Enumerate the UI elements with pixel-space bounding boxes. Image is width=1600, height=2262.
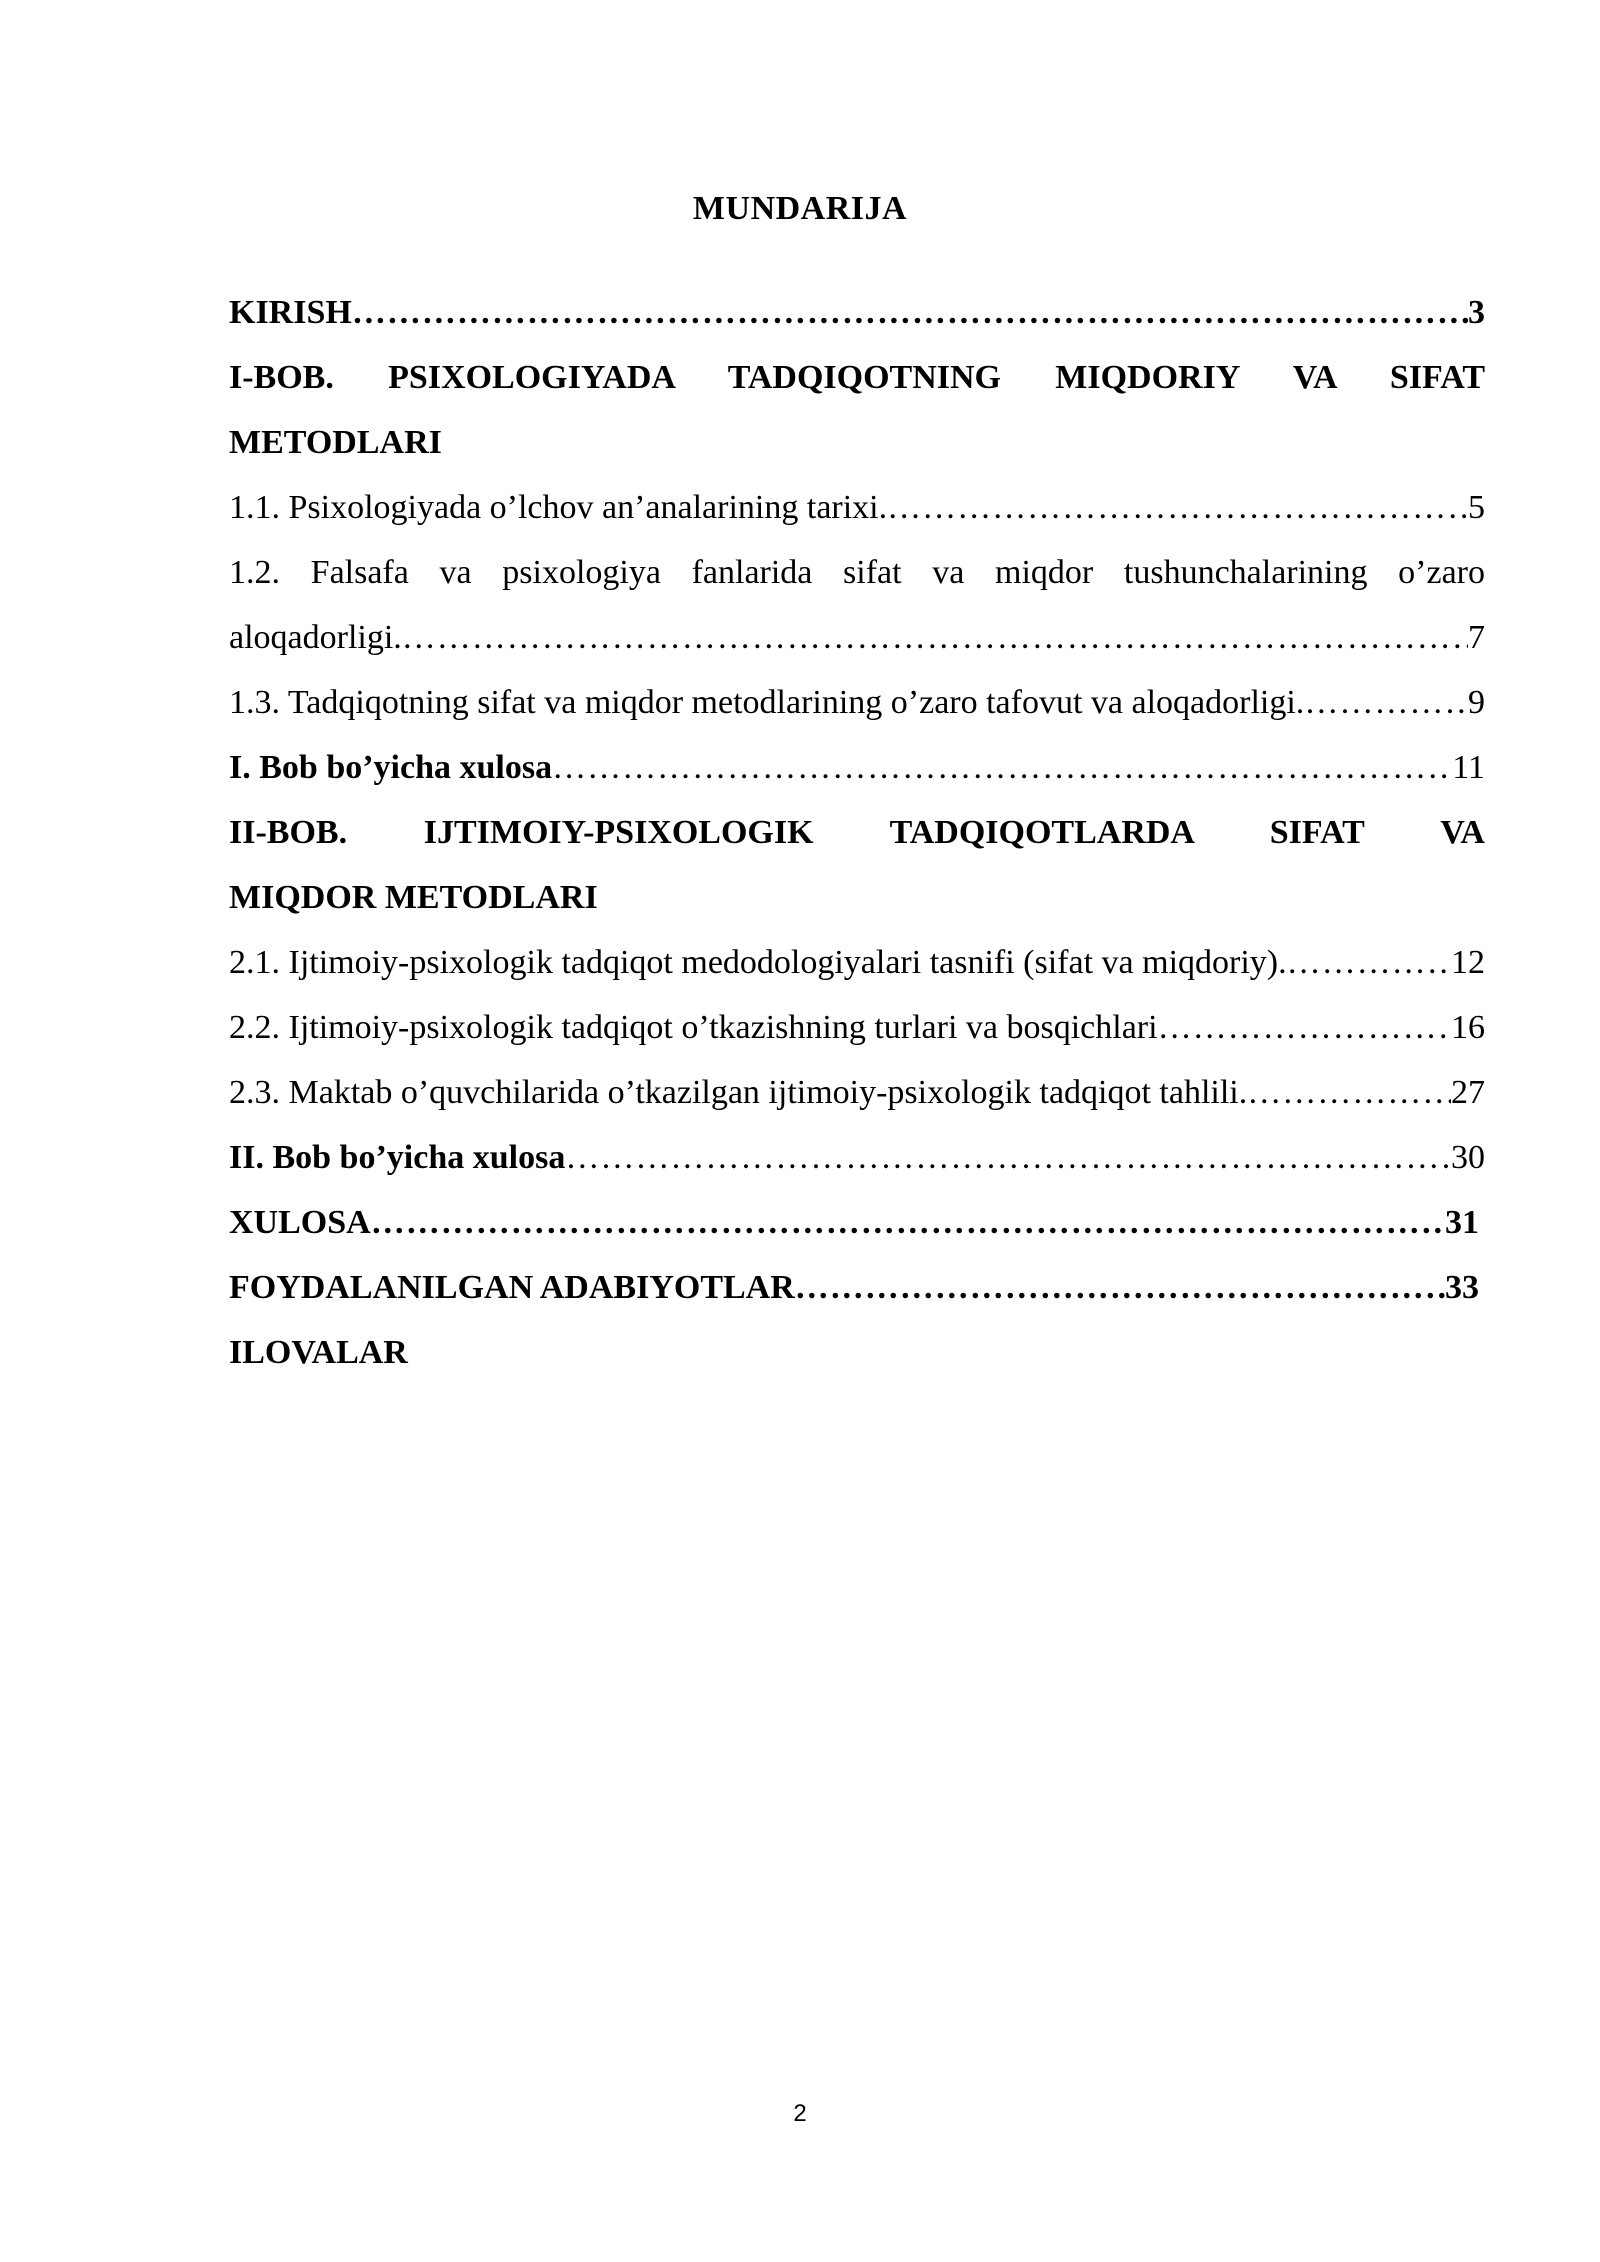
toc-page-number: 11 — [1452, 749, 1485, 786]
toc-page-number: 31 — [1445, 1204, 1479, 1241]
toc-entry-2-3 — [229, 1060, 1485, 1125]
page-title: MUNDARIJA — [692, 190, 908, 227]
dot-leader — [552, 735, 1452, 800]
dot-leader — [1247, 1060, 1451, 1125]
toc-entry-text: KIRISH — [229, 294, 352, 331]
toc-entry-text: 1.1. Psixologiyada o’lchov an’analarining tarixi. — [229, 489, 888, 526]
toc-entry-ilovalar: ILOVALAR — [229, 1334, 408, 1371]
toc-page-number: 5 — [1468, 489, 1485, 526]
toc-chapter-2-title: II-BOB. IJTIMOIY-PSIXOLOGIK TADQIQOTLARDA SIFAT VA — [229, 814, 1485, 851]
dot-leader — [1158, 995, 1451, 1060]
toc-entry-1-2-line1: 1.2. Falsafa va psixologiya fanlarida sifat va miqdor tushunchalarining o’zaro — [229, 554, 1485, 591]
toc-page-number: 27 — [1451, 1074, 1485, 1111]
toc-chapter-2-title-cont: MIQDOR METODLARI — [229, 879, 598, 916]
toc-entry-text: 2.3. Maktab o’quvchilarida o’tkazilgan ijtimoiy-psixologik tadqiqot tahlili. — [229, 1074, 1248, 1111]
toc-chapter-1-title: I-BOB. PSIXOLOGIYADA TADQIQOTNING MIQDORIY VA SIFAT — [229, 359, 1485, 396]
toc-entry-kirish — [229, 280, 1485, 345]
toc-entry-text: FOYDALANILGAN ADABIYOTLAR — [229, 1269, 795, 1306]
page-number: 2 — [793, 2100, 807, 2127]
toc-chapter-1-title-cont: METODLARI — [229, 424, 442, 461]
toc-page-number: 12 — [1451, 944, 1485, 981]
dot-leader — [887, 475, 1468, 540]
toc-entry-2-2 — [229, 995, 1485, 1060]
toc-page-number: 3 — [1468, 294, 1485, 331]
toc-entry-text: II. Bob bo’yicha xulosa — [229, 1139, 566, 1176]
toc-entry-summary-1 — [229, 735, 1485, 800]
toc-entry-2-1 — [229, 930, 1485, 995]
dot-leader — [1287, 930, 1451, 995]
toc-page-number: 7 — [1468, 619, 1485, 656]
table-of-contents — [229, 280, 1485, 1385]
dot-leader — [1304, 670, 1468, 735]
toc-entry-1-3 — [229, 670, 1485, 735]
toc-page-number: 30 — [1451, 1139, 1485, 1176]
toc-entry-text: XULOSA — [229, 1204, 371, 1241]
toc-entry-summary-2 — [229, 1125, 1485, 1190]
dot-leader — [795, 1255, 1445, 1320]
toc-entry-1-1 — [229, 475, 1485, 540]
toc-page-number: 16 — [1451, 1009, 1485, 1046]
toc-entry-text: 2.2. Ijtimoiy-psixologik tadqiqot o’tkazishning turlari va bosqichlari — [229, 1009, 1158, 1046]
toc-page-number: 33 — [1445, 1269, 1479, 1306]
toc-entry-text: I. Bob bo’yicha xulosa — [229, 749, 553, 786]
toc-entry-text: 1.3. Tadqiqotning sifat va miqdor metodlarining o’zaro tafovut va aloqadorligi. — [229, 684, 1305, 721]
toc-entry-xulosa — [229, 1190, 1479, 1255]
toc-entry-1-2-line2 — [229, 605, 1485, 670]
dot-leader — [371, 1190, 1445, 1255]
dot-leader — [565, 1125, 1451, 1190]
toc-entry-adabiyotlar — [229, 1255, 1479, 1320]
toc-entry-text: 2.1. Ijtimoiy-psixologik tadqiqot medodologiyalari tasnifi (sifat va miqdoriy). — [229, 944, 1287, 981]
toc-entry-text: aloqadorligi. — [229, 619, 402, 656]
toc-page-number: 9 — [1468, 684, 1485, 721]
dot-leader — [352, 280, 1468, 345]
dot-leader — [402, 605, 1468, 670]
